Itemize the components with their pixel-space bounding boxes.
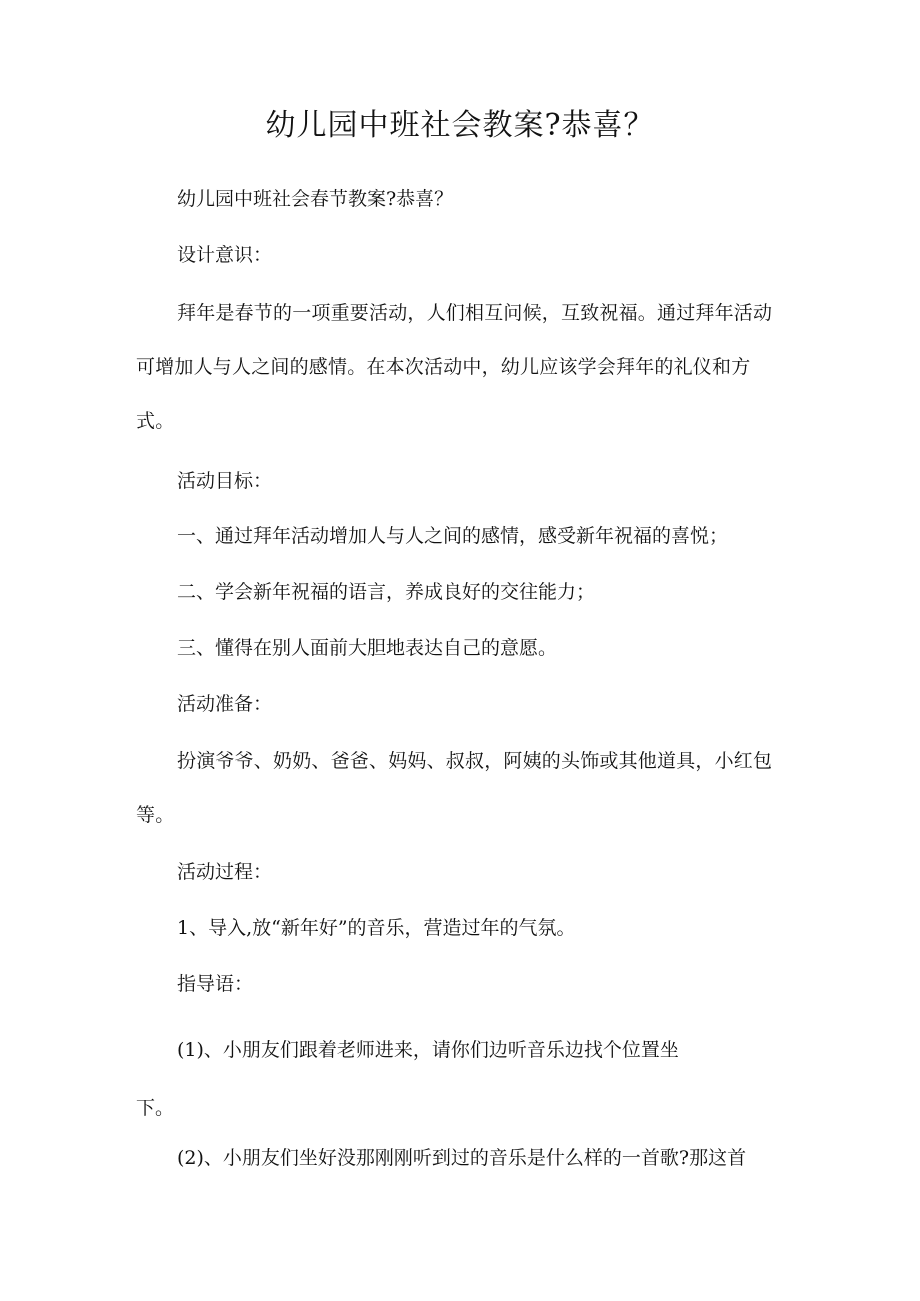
goal-item-3: 三、懂得在别人面前大胆地表达自己的意愿。 — [177, 637, 558, 659]
prep-heading: 活动准备： — [177, 693, 273, 715]
guide-item-2: (2)、小朋友们坐好没那刚刚听到过的音乐是什么样的一首歌?那这首 — [177, 1147, 747, 1169]
guide-item-1: (1)、小朋友们跟着老师进来，请你们边听音乐边找个位置坐 — [177, 1039, 679, 1061]
design-heading: 设计意识： — [177, 244, 273, 266]
guide-heading: 指导语： — [177, 973, 254, 995]
prep-paragraph: 扮演爷爷、奶奶、爸爸、妈妈、叔叔，阿姨的头饰或其他道具，小红包等。 — [136, 750, 773, 826]
guide-item-1-continuation: 下。 — [136, 1097, 175, 1119]
goal-item-2: 二、学会新年祝福的语言，养成良好的交往能力； — [177, 581, 596, 603]
page-title: 幼儿园中班社会教案?恭喜？ — [265, 108, 655, 143]
design-paragraph: 拜年是春节的一项重要活动，人们相互问候，互致祝福。通过拜年活动可增加人与人之间的感情。在本次活动中，幼儿应该学会拜年的礼仪和方式。 — [136, 302, 773, 432]
subtitle: 幼儿园中班社会春节教案?恭喜？ — [177, 188, 454, 210]
process-heading: 活动过程： — [177, 861, 273, 883]
goal-item-1: 一、通过拜年活动增加人与人之间的感情，感受新年祝福的喜悦； — [177, 525, 729, 547]
goals-heading: 活动目标： — [177, 470, 273, 492]
process-step-1: 1、导入,放“新年好”的音乐，营造过年的气氛。 — [177, 917, 576, 939]
